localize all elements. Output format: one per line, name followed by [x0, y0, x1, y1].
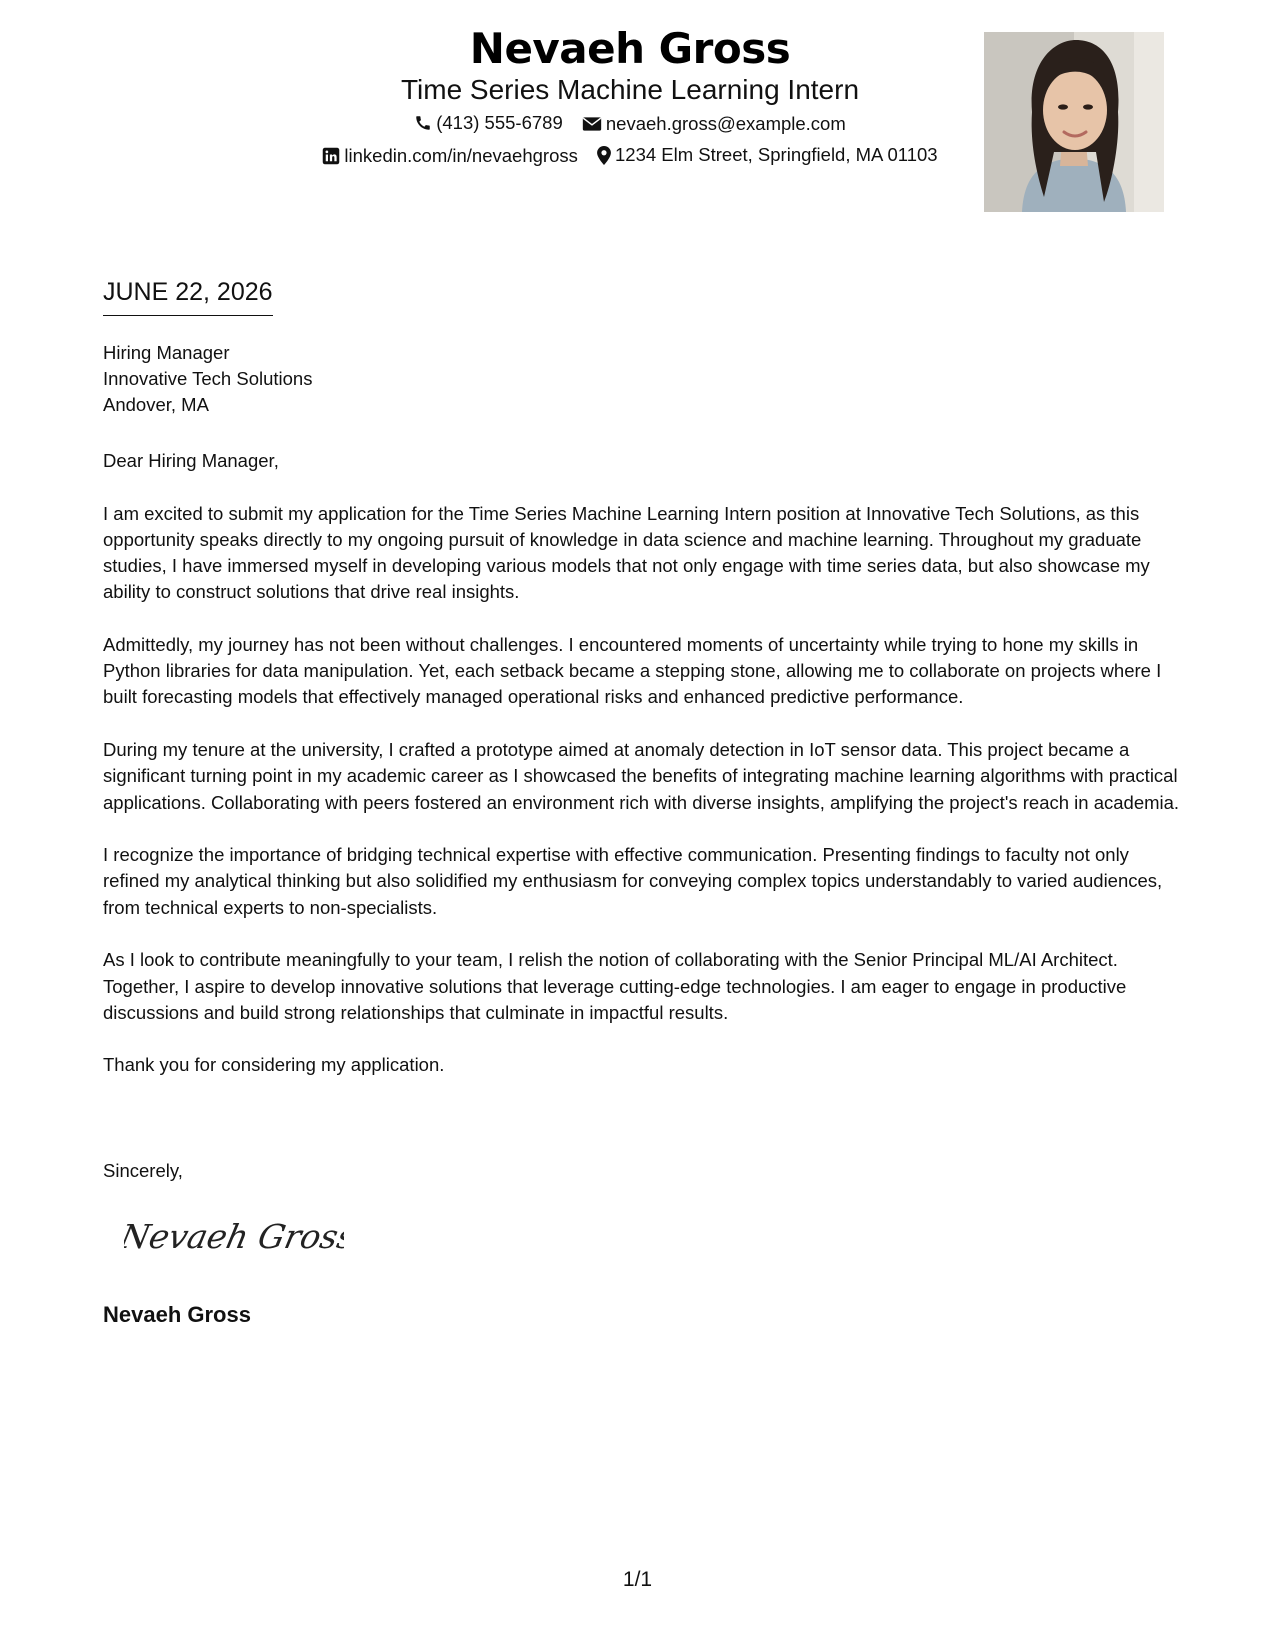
- letter-date: JUNE 22, 2026: [103, 278, 273, 316]
- body-paragraph: I am excited to submit my application for the Time Series Machine Learning Intern position at Innovative Tech Solutions, as this opportunity speaks directly to my ongoing pursuit of knowledge in data science and machine learning. Throughout my graduate studies, I have immersed myself in developing various models that not only engage with time series data, but also showcase my ability to construct solutions that drive real insights.: [103, 502, 1150, 603]
- linkedin-contact[interactable]: [322, 145, 577, 167]
- profile-photo: [984, 32, 1164, 212]
- closing-phrase: Sincerely,: [103, 1160, 183, 1181]
- signed-name: Nevaeh Gross: [103, 1302, 251, 1327]
- recipient-location: Andover, MA: [103, 394, 209, 415]
- handwritten-signature: [124, 1212, 344, 1267]
- body-paragraph: Admittedly, my journey has not been without challenges. I encountered moments of uncertainty while trying to hone my skills in Python libraries for data manipulation. Yet, each setback became a stepping stone, allowing me to collaborate on projects where I built forecasting models that effectively managed operational risks and enhanced predictive performance.: [103, 634, 1162, 708]
- phone-icon: [414, 114, 432, 132]
- salutation: Dear Hiring Manager,: [103, 450, 279, 471]
- svg-text:Nevaeh Gross: Nevaeh Gross: [124, 1217, 344, 1256]
- body-paragraph: I recognize the importance of bridging technical expertise with effective communication. Presenting findings to faculty not only refined my analytical thinking but also solidified my enthusiasm for conveying complex topics understandably to varied audiences, from technical experts to non-specialists.: [103, 844, 1163, 918]
- contact-row-secondary: [260, 144, 1000, 170]
- address-contact: [597, 144, 938, 166]
- envelope-icon: [582, 116, 602, 132]
- body-paragraph: Thank you for considering my application.: [103, 1054, 445, 1076]
- location-pin-icon: [597, 146, 611, 165]
- page-number: 1/1: [622, 1568, 653, 1591]
- linkedin-icon: [322, 147, 340, 165]
- email-address: nevaeh.gross@example.com: [605, 113, 846, 134]
- recipient-title: Hiring Manager: [103, 342, 230, 363]
- letter-body: [103, 448, 1183, 1105]
- recipient-company: Innovative Tech Solutions: [103, 368, 313, 389]
- linkedin-url: linkedin.com/in/nevaehgross: [344, 144, 578, 166]
- phone-contact[interactable]: [414, 112, 563, 134]
- recipient-block: [103, 340, 312, 418]
- job-title: Time Series Machine Learning Intern: [400, 74, 860, 105]
- phone-number: (413) 555-6789: [436, 112, 563, 133]
- body-paragraph: As I look to contribute meaningfully to your team, I relish the notion of collaborating with the Senior Principal ML/AI Architect. Together, I aspire to develop innovative solutions that leverage cutting-edge technologies. I am eager to engage in productive discussions and build strong relationships that culminate in impactful results.: [103, 949, 1127, 1023]
- email-contact[interactable]: [582, 113, 846, 135]
- contact-row-primary: [260, 112, 1000, 137]
- body-paragraph: During my tenure at the university, I crafted a prototype aimed at anomaly detection in IoT sensor data. This project became a significant turning point in my academic career as I showcased the benefits of integrating machine learning algorithms with practical applications. Collaborating with peers fostered an environment rich with diverse insights, amplifying the project's reach in academia.: [103, 739, 1180, 813]
- street-address: 1234 Elm Street, Springfield, MA 01103: [615, 144, 938, 165]
- applicant-name: Nevaeh Gross: [469, 24, 791, 73]
